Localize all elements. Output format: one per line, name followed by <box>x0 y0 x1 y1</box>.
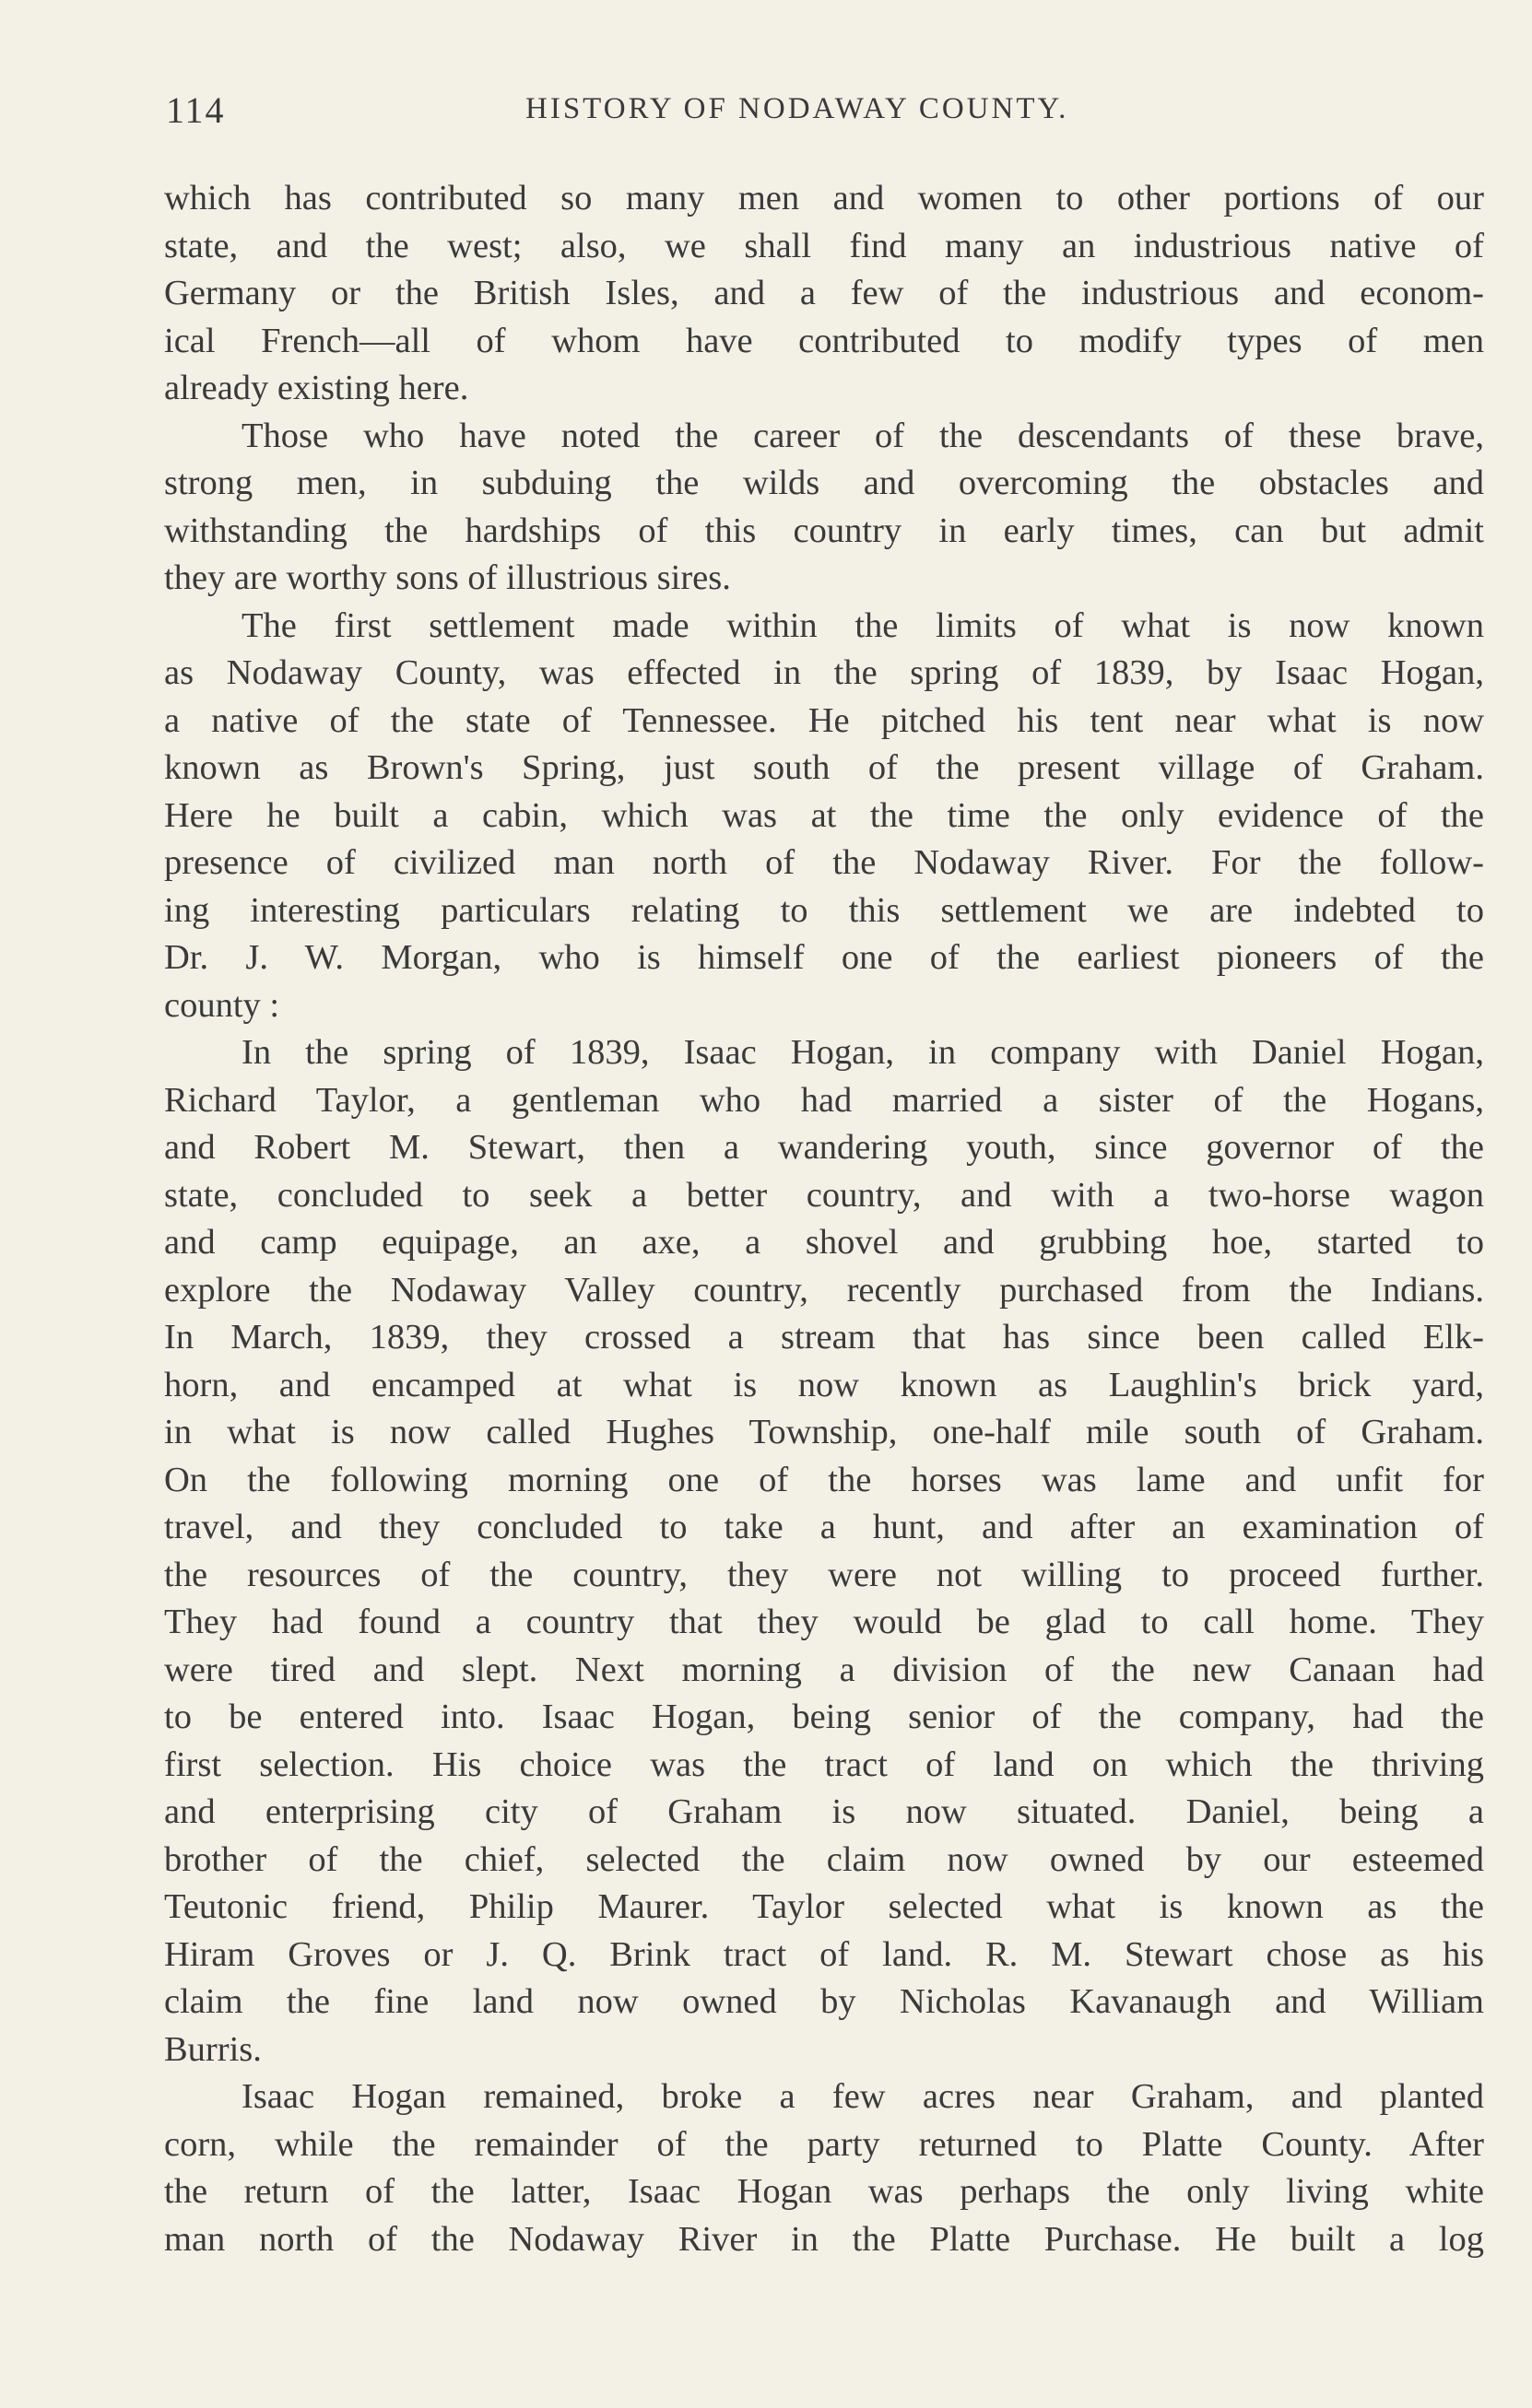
paragraph <box>164 175 1484 413</box>
paragraph <box>164 2073 1484 2263</box>
text-line: and camp equipage, an axe, a shovel and grubbing hoe, started to <box>164 1223 1484 1262</box>
text-line: Richard Taylor, a gentleman who had married a sister of the Hogans, <box>164 1080 1484 1120</box>
text-line: state, concluded to seek a better country, and with a two-horse wagon <box>164 1175 1484 1215</box>
text-line: known as Brown's Spring, just south of the present village of Graham. <box>164 748 1484 787</box>
text-line: ing interesting particulars relating to this settlement we are indebted to <box>164 890 1484 930</box>
text-line: Dr. J. W. Morgan, who is himself one of the earliest pioneers of the <box>164 938 1484 977</box>
text-line: explore the Nodaway Valley country, recently purchased from the Indians. <box>164 1270 1484 1310</box>
text-line: strong men, in subduing the wilds and overcoming the obstacles and <box>164 464 1484 502</box>
text-line: They had found a country that they would be glad to call home. They <box>164 1603 1484 1641</box>
text-line: were tired and slept. Next morning a division of the new Canaan had <box>164 1650 1484 1689</box>
text-line: In the spring of 1839, Isaac Hogan, in company with Daniel Hogan, <box>242 1033 1484 1072</box>
text-line: Teutonic friend, Philip Maurer. Taylor selected what is known as the <box>164 1887 1484 1926</box>
text-line: the resources of the country, they were not willing to proceed further. <box>164 1555 1484 1594</box>
text-line: which has contributed so many men and women to other portions of our <box>164 179 1484 217</box>
text-line: The first settlement made within the limits of what is now known <box>242 605 1484 645</box>
text-line: travel, and they concluded to take a hunt, and after an examination of <box>164 1508 1484 1546</box>
text-line: withstanding the hardships of this country in early times, can but admit <box>164 511 1484 550</box>
text-line: Isaac Hogan remained, broke a few acres near Graham, and planted <box>242 2077 1484 2116</box>
text-line: On the following morning one of the horses was lame and unfit for <box>164 1460 1484 1499</box>
text-line: and enterprising city of Graham is now situated. Daniel, being a <box>164 1792 1484 1831</box>
text-line: In March, 1839, they crossed a stream that has since been called Elk- <box>164 1318 1484 1357</box>
text-line: Hiram Groves or J. Q. Brink tract of land. R. M. Stewart chose as his <box>164 1934 1484 1974</box>
running-head: HISTORY OF NODAWAY COUNTY. <box>525 92 1069 125</box>
text-line: Burris. <box>164 2029 262 2069</box>
page-header <box>166 88 1493 144</box>
text-line: ical French—all of whom have contributed to modify types of men <box>164 321 1484 360</box>
text-line: first selection. His choice was the tract of land on which the thriving <box>164 1744 1484 1784</box>
text-line: brother of the chief, selected the claim now owned by our esteemed <box>164 1839 1484 1879</box>
text-line: county : <box>164 985 280 1025</box>
text-line: Here he built a cabin, which was at the time the only evidence of the <box>164 795 1484 835</box>
paragraph <box>164 413 1484 603</box>
text-line: presence of civilized man north of the Nodaway River. For the follow- <box>164 843 1484 882</box>
text-line: Germany or the British Isles, and a few of the industrious and econom- <box>164 274 1484 312</box>
page-number: 114 <box>166 89 226 131</box>
text-line: a native of the state of Tennessee. He pitched his tent near what is now <box>164 700 1484 740</box>
text-line: to be entered into. Isaac Hogan, being senior of the company, had the <box>164 1697 1484 1736</box>
text-line: claim the fine land now owned by Nicholas Kavanaugh and William <box>164 1982 1484 2021</box>
text-line: in what is now called Hughes Township, one-half mile south of Graham. <box>164 1413 1484 1451</box>
text-line: the return of the latter, Isaac Hogan was perhaps the only living white <box>164 2172 1484 2211</box>
text-line: horn, and encamped at what is now known as Laughlin's brick yard, <box>164 1365 1484 1404</box>
text-line: state, and the west; also, we shall find many an industrious native of <box>164 226 1484 265</box>
text-line: man north of the Nodaway River in the Platte Purchase. He built a log <box>164 2219 1484 2259</box>
text-line: as Nodaway County, was effected in the spring of 1839, by Isaac Hogan, <box>164 653 1484 692</box>
body-text <box>164 175 1484 2263</box>
text-line: corn, while the remainder of the party returned to Platte County. After <box>164 2124 1484 2164</box>
text-line: and Robert M. Stewart, then a wandering youth, since governor of the <box>164 1128 1484 1167</box>
text-line: they are worthy sons of illustrious sires. <box>164 558 731 597</box>
paragraph <box>164 603 1484 1030</box>
text-line: already existing here. <box>164 369 469 407</box>
text-line: Those who have noted the career of the descendants of these brave, <box>242 416 1484 455</box>
paragraph <box>164 1029 1484 2073</box>
